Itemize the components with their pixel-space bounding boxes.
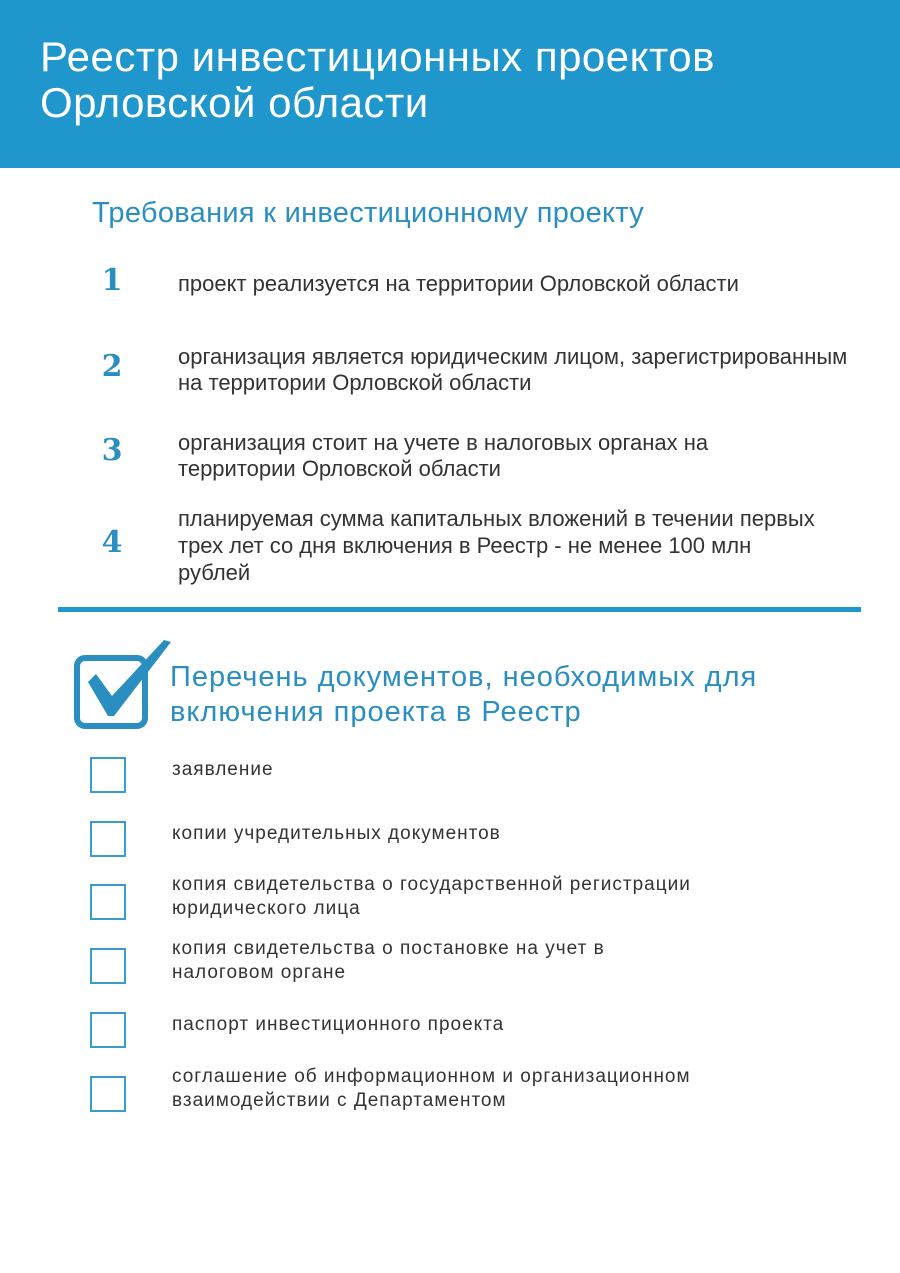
requirement-text: организация является юридическим лицом, зарегистрированным на территории Орловской области: [178, 344, 848, 395]
page-title: Реестр инвестиционных проектов Орловской области: [40, 33, 715, 126]
document-text: соглашение об информационном и организационном взаимодействии с Департаментом: [172, 1066, 691, 1111]
document-text: паспорт инвестиционного проекта: [172, 1014, 505, 1035]
requirement-text: планируемая сумма капитальных вложений в течении первых трех лет со дня включения в Реестр - не менее 100 млн рублей: [178, 506, 815, 585]
document-checkbox[interactable]: [90, 821, 126, 857]
document-checkbox[interactable]: [90, 948, 126, 984]
documents-title: Перечень документов, необходимых для включения проекта в Реестр: [170, 661, 758, 728]
requirements-title: Требования к инвестиционному проекту: [92, 197, 645, 229]
document-text: копия свидетельства о государственной регистрации юридического лица: [172, 874, 691, 919]
requirement-text: организация стоит на учете в налоговых органах на территории Орловской области: [178, 430, 709, 481]
header-banner: [0, 0, 900, 168]
section-divider: [58, 607, 861, 612]
document-checkbox[interactable]: [90, 757, 126, 793]
checkmark-icon: [74, 636, 174, 732]
requirement-number: 1: [101, 263, 123, 298]
document-text: копия свидетельства о постановке на учет в налоговом органе: [172, 938, 605, 983]
requirement-number: 4: [101, 525, 123, 560]
document-checkbox[interactable]: [90, 884, 126, 920]
requirement-text: проект реализуется на территории Орловской области: [178, 271, 739, 296]
document-text: заявление: [172, 759, 274, 780]
requirement-number: 2: [101, 349, 123, 384]
document-checkbox[interactable]: [90, 1076, 126, 1112]
requirement-number: 3: [101, 433, 123, 468]
document-checkbox[interactable]: [90, 1012, 126, 1048]
document-text: копии учредительных документов: [172, 823, 501, 844]
